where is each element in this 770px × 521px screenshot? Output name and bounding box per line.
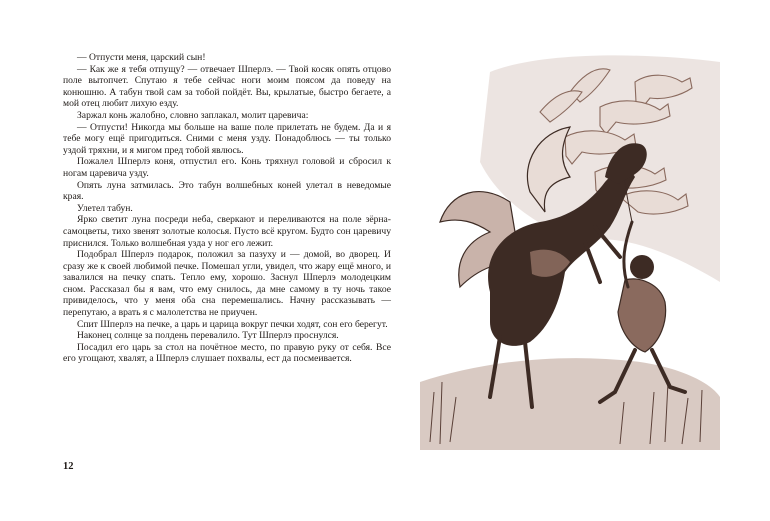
page-number: 12 xyxy=(63,461,74,472)
illustration xyxy=(420,52,720,450)
prince-body xyxy=(618,279,666,352)
paragraph: Наконец солнце за полдень перевалило. Тут Шперлэ проснулся. xyxy=(77,330,339,342)
field-ground xyxy=(420,358,720,450)
paragraph: — Отпусти! Никогда мы больше на ваше поле прилетать не будем. Да и я тебе могу ещё пригодиться. Сними с меня узду. Понадоблюсь — ты только уздой тряхни, и я мигом пред тобой явлюсь. xyxy=(63,121,391,156)
prince-head xyxy=(630,255,654,279)
paragraph: Подобрал Шперлэ подарок, положил за пазуху и — домой, во дворец. И сразу же к своей любимой печке. Помешал угли, увидел, что жару ещё много, и завалился на печку спать. Тепло ему, хорошо. Заснул Шперлэ молодецким сном. Рассказал бы я вам, что ему снилось, да мне самому в ту ночь такое привиделось, что у меня оба сна перемешались. Начну рассказывать — перепутаю, а врать я с малолетства не приучен. xyxy=(63,249,391,319)
paragraph: — Как же я тебя отпущу? — отвечает Шперлэ. — Твой косяк опять отцово поле вытопчет. Спутаю я тебе сейчас ноги моим поясом да поведу на конюшню. А табун твой сам за тобой пойдёт. Вы, крылатые, быстро бегаете, а мой отец любит лихую езду. xyxy=(63,63,391,110)
paragraph: Улетел табун. xyxy=(77,202,133,214)
paragraph: Опять луна затмилась. Это табун волшебных коней улетал в неведомые края. xyxy=(63,179,391,203)
paragraph: Ярко светит луна посреди неба, сверкают и переливаются на поле зёрна-самоцветы, тихо звенят золотые колосья. Пусто всё кругом. Будто сон царевичу приснился. Только волшебная узда у ног его лежит. xyxy=(63,214,391,249)
paragraph: Пожалел Шперлэ коня, отпустил его. Конь тряхнул головой и сбросил к ногам царевича узду. xyxy=(63,156,391,179)
story-text xyxy=(63,52,391,365)
winged-horse-illustration xyxy=(420,52,720,450)
paragraph: Спит Шперлэ на печке, а царь и царица вокруг печки ходят, сон его берегут. xyxy=(77,318,388,330)
paragraph: Посадил его царь за стол на почётное место, по правую руку от себя. Все его угощают, хвалят, а Шперлэ слушает похвалы, ест да посмеивается. xyxy=(63,341,391,365)
paragraph: — Отпусти меня, царский сын! xyxy=(77,52,206,63)
paragraph: Заржал конь жалобно, словно заплакал, молит царевича: xyxy=(77,109,309,121)
